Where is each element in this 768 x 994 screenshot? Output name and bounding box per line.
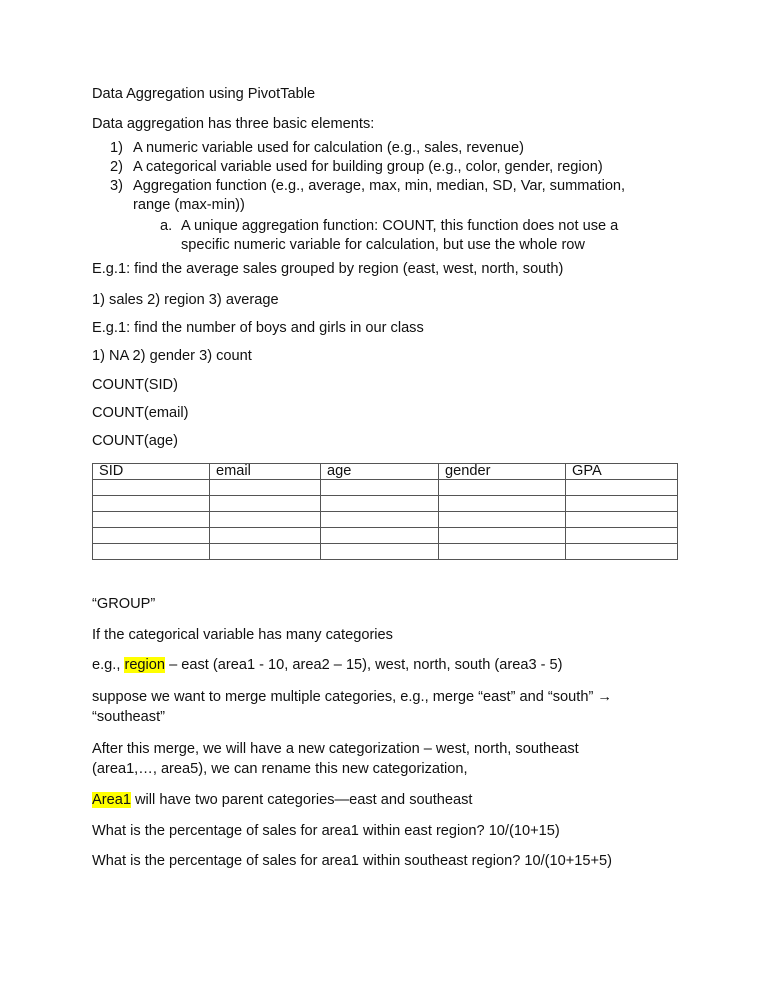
sub-list-text-continued: specific numeric variable for calculation, but use the whole row	[181, 237, 585, 253]
table-cell	[321, 480, 439, 496]
table-cell	[439, 528, 566, 544]
table-cell	[566, 480, 678, 496]
table-cell	[210, 544, 321, 560]
table-row	[93, 528, 678, 544]
list-number: 1)	[110, 140, 123, 156]
question-1: What is the percentage of sales for area1 within east region? 10/(10+15)	[92, 823, 560, 839]
sub-list-item	[160, 217, 618, 236]
table-cell	[439, 480, 566, 496]
merge-line-continued: “southeast”	[92, 709, 166, 725]
table-cell	[210, 496, 321, 512]
list-text-continued: range (max-min))	[133, 197, 245, 213]
table-cell	[93, 512, 210, 528]
region-rest: – east (area1 - 10, area2 – 15), west, north, south (area3 - 5)	[165, 657, 563, 673]
table-cell	[93, 496, 210, 512]
count-line: COUNT(email)	[92, 405, 189, 421]
table-header: email	[210, 464, 321, 480]
list-item	[110, 158, 603, 177]
table-cell	[210, 528, 321, 544]
table-header: SID	[93, 464, 210, 480]
table-row	[93, 496, 678, 512]
highlighted-text: region	[124, 657, 166, 673]
intro-text: Data aggregation has three basic elements:	[92, 116, 375, 132]
table-cell	[566, 544, 678, 560]
list-number: 2)	[110, 159, 123, 175]
region-prefix: e.g.,	[92, 657, 125, 673]
table-cell	[566, 496, 678, 512]
list-item	[110, 139, 524, 158]
after-merge-line-continued: (area1,…, area5), we can rename this new categorization,	[92, 761, 468, 777]
example-2-answer: 1) NA 2) gender 3) count	[92, 348, 252, 364]
document-title: Data Aggregation using PivotTable	[92, 86, 316, 102]
table-row	[93, 480, 678, 496]
merge-line: suppose we want to merge multiple categories, e.g., merge “east” and “south” →	[92, 689, 612, 705]
example-1-answer: 1) sales 2) region 3) average	[92, 292, 279, 308]
count-line: COUNT(SID)	[92, 377, 178, 393]
group-heading: “GROUP”	[92, 596, 156, 612]
table-cell	[210, 480, 321, 496]
table-cell	[439, 544, 566, 560]
count-line: COUNT(age)	[92, 433, 178, 449]
list-text: A numeric variable used for calculation (e.g., sales, revenue)	[133, 140, 524, 156]
table-cell	[210, 512, 321, 528]
example-1: E.g.1: find the average sales grouped by region (east, west, north, south)	[92, 261, 564, 277]
table-cell	[566, 512, 678, 528]
table-row	[93, 512, 678, 528]
table-header-row	[93, 464, 678, 480]
area-line	[92, 791, 472, 810]
table-header: GPA	[566, 464, 678, 480]
table-cell	[93, 528, 210, 544]
table-cell	[321, 512, 439, 528]
highlighted-text: Area1	[92, 792, 131, 808]
list-letter: a.	[160, 218, 173, 234]
table-cell	[439, 496, 566, 512]
list-text: A unique aggregation function: COUNT, this function does not use a	[181, 218, 619, 234]
table-cell	[566, 528, 678, 544]
list-text: Aggregation function (e.g., average, max, min, median, SD, Var, summation,	[133, 178, 626, 194]
table-cell	[321, 528, 439, 544]
list-item	[110, 177, 625, 196]
table-row	[93, 544, 678, 560]
region-line	[92, 656, 563, 675]
table-cell	[321, 496, 439, 512]
student-table	[92, 463, 678, 560]
table-header: gender	[439, 464, 566, 480]
question-2: What is the percentage of sales for area1 within southeast region? 10/(10+15+5)	[92, 853, 613, 869]
table-cell	[93, 544, 210, 560]
table-cell	[439, 512, 566, 528]
example-2: E.g.1: find the number of boys and girls in our class	[92, 320, 424, 336]
after-merge-line: After this merge, we will have a new categorization – west, north, southeast	[92, 741, 579, 757]
group-intro: If the categorical variable has many categories	[92, 627, 393, 643]
list-text: A categorical variable used for building group (e.g., color, gender, region)	[133, 159, 603, 175]
area-rest: will have two parent categories—east and southeast	[130, 792, 473, 808]
table-cell	[93, 480, 210, 496]
table-header: age	[321, 464, 439, 480]
list-number: 3)	[110, 178, 123, 194]
table-cell	[321, 544, 439, 560]
